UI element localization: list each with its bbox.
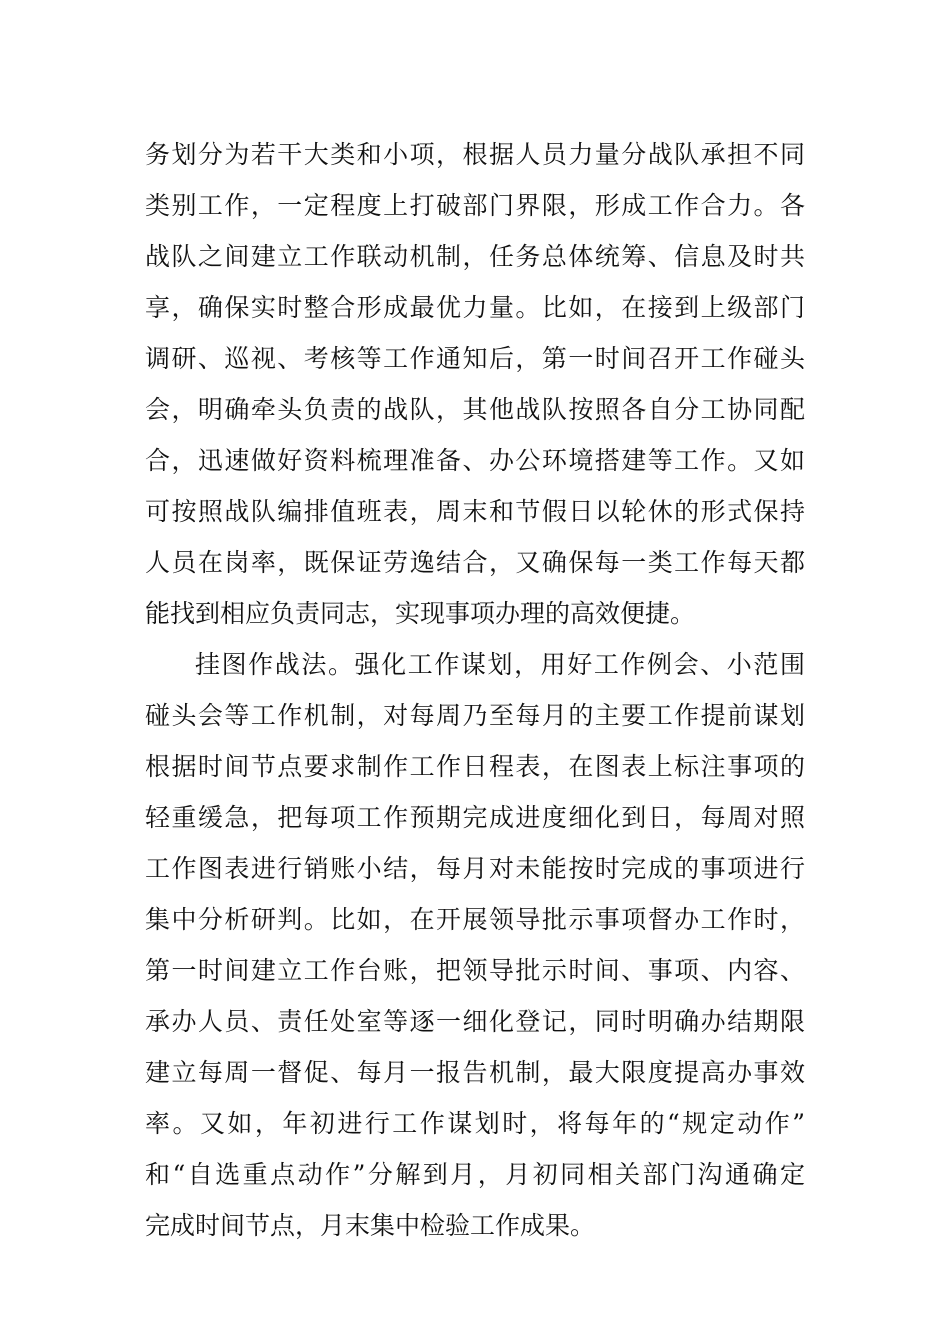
text-line: 轻重缓急，把每项工作预期完成进度细化到日，每周对照 (145, 803, 805, 832)
text-line: 战队之间建立工作联动机制，任务总体统筹、信息及时共 (145, 242, 805, 271)
text-line: 和“自选重点动作”分解到月，月初同相关部门沟通确定 (145, 1160, 805, 1189)
text-line: 类别工作，一定程度上打破部门界限，形成工作合力。各 (145, 191, 805, 220)
text-line: 根据时间节点要求制作工作日程表，在图表上标注事项的 (145, 752, 805, 781)
text-line: 务划分为若干大类和小项，根据人员力量分战队承担不同 (145, 140, 805, 169)
text-line: 享，确保实时整合形成最优力量。比如，在接到上级部门 (145, 293, 805, 322)
text-line: 集中分析研判。比如，在开展领导批示事项督办工作时， (145, 905, 805, 934)
text-line: 可按照战队编排值班表，周末和节假日以轮休的形式保持 (145, 497, 805, 526)
text-line: 人员在岗率，既保证劳逸结合，又确保每一类工作每天都 (145, 548, 805, 577)
text-line: 能找到相应负责同志，实现事项办理的高效便捷。 (145, 599, 696, 628)
text-line: 会，明确牵头负责的战队，其他战队按照各自分工协同配 (145, 395, 805, 424)
text-line: 合，迅速做好资料梳理准备、办公环境搭建等工作。又如 (145, 446, 805, 475)
text-line: 第一时间建立工作台账，把领导批示时间、事项、内容、 (145, 956, 805, 985)
text-line: 建立每周一督促、每月一报告机制，最大限度提高办事效 (145, 1058, 805, 1087)
text-line: 率。又如，年初进行工作谋划时，将每年的“规定动作” (145, 1109, 805, 1138)
text-line: 工作图表进行销账小结，每月对未能按时完成的事项进行 (145, 854, 805, 883)
text-line: 碰头会等工作机制，对每周乃至每月的主要工作提前谋划 (145, 701, 805, 730)
text-line: 完成时间节点，月末集中检验工作成果。 (145, 1211, 596, 1240)
text-line: 调研、巡视、考核等工作通知后，第一时间召开工作碰头 (145, 344, 805, 373)
text-line: 挂图作战法。强化工作谋划，用好工作例会、小范围 (195, 650, 805, 679)
text-line: 承办人员、责任处室等逐一细化登记，同时明确办结期限 (145, 1007, 805, 1036)
